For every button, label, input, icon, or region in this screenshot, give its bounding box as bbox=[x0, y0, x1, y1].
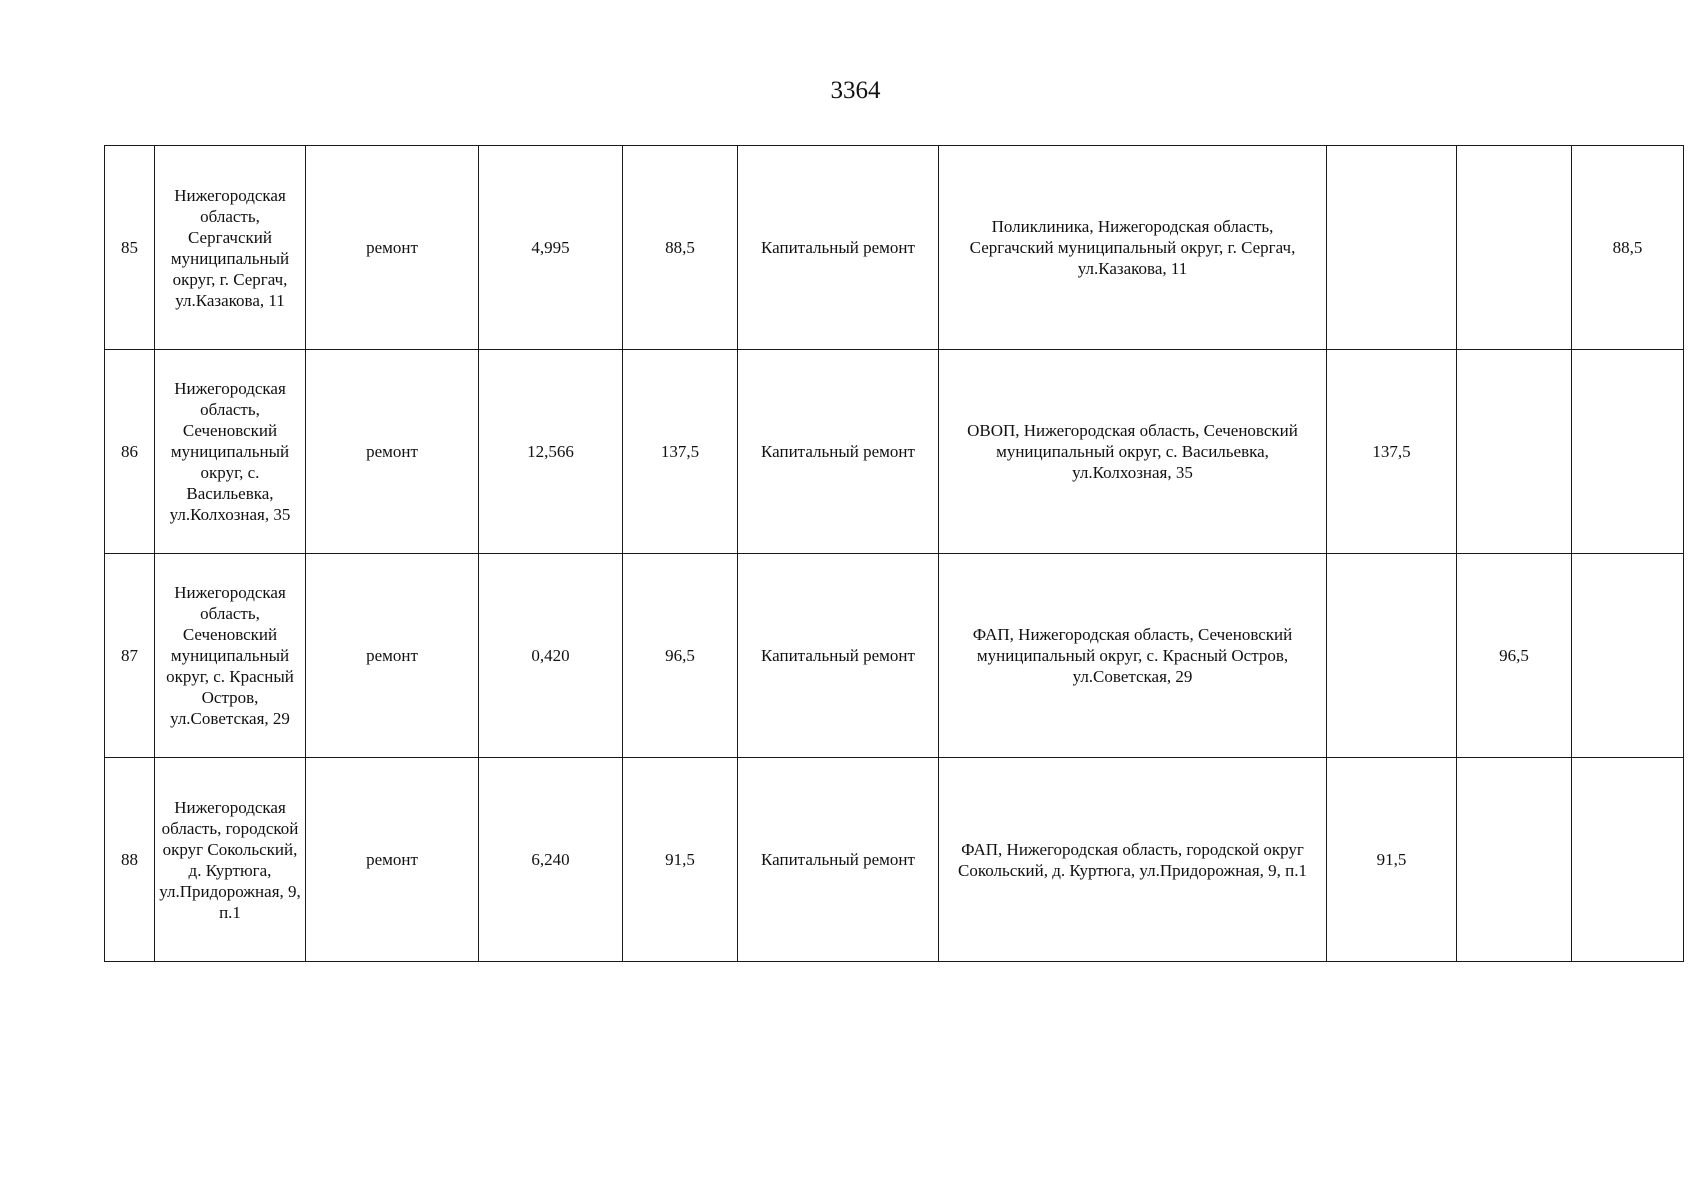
repair-kind-cell: Капитальный ремонт bbox=[738, 350, 939, 554]
address-cell: Нижегородская область, Сергачский муниципальный округ, г. Сергач, ул.Казакова, 11 bbox=[155, 146, 306, 350]
description-cell: ФАП, Нижегородская область, городской округ Сокольский, д. Куртюга, ул.Придорожная, 9, п.1 bbox=[939, 758, 1327, 962]
value-2-cell: 88,5 bbox=[623, 146, 738, 350]
col-9-cell bbox=[1457, 350, 1572, 554]
col-8-cell bbox=[1327, 554, 1457, 758]
col-9-cell bbox=[1457, 758, 1572, 962]
col-10-cell bbox=[1572, 350, 1684, 554]
table-row bbox=[105, 554, 1684, 758]
data-table bbox=[104, 145, 1684, 962]
address-cell: Нижегородская область, Сеченовский муниципальный округ, с. Красный Остров, ул.Советская, 29 bbox=[155, 554, 306, 758]
col-9-cell bbox=[1457, 146, 1572, 350]
description-cell: ФАП, Нижегородская область, Сеченовский муниципальный округ, с. Красный Остров, ул.Советская, 29 bbox=[939, 554, 1327, 758]
col-8-cell: 91,5 bbox=[1327, 758, 1457, 962]
work-type-cell: ремонт bbox=[306, 758, 479, 962]
repair-kind-cell: Капитальный ремонт bbox=[738, 554, 939, 758]
col-8-cell: 137,5 bbox=[1327, 350, 1457, 554]
col-9-cell: 96,5 bbox=[1457, 554, 1572, 758]
col-10-cell bbox=[1572, 758, 1684, 962]
address-cell: Нижегородская область, городской округ Сокольский, д. Куртюга, ул.Придорожная, 9, п.1 bbox=[155, 758, 306, 962]
repair-kind-cell: Капитальный ремонт bbox=[738, 758, 939, 962]
row-number-cell: 85 bbox=[105, 146, 155, 350]
row-number-cell: 88 bbox=[105, 758, 155, 962]
value-1-cell: 6,240 bbox=[479, 758, 623, 962]
value-2-cell: 137,5 bbox=[623, 350, 738, 554]
value-2-cell: 91,5 bbox=[623, 758, 738, 962]
work-type-cell: ремонт bbox=[306, 554, 479, 758]
work-type-cell: ремонт bbox=[306, 146, 479, 350]
row-number-cell: 86 bbox=[105, 350, 155, 554]
work-type-cell: ремонт bbox=[306, 350, 479, 554]
col-10-cell bbox=[1572, 554, 1684, 758]
value-1-cell: 12,566 bbox=[479, 350, 623, 554]
value-2-cell: 96,5 bbox=[623, 554, 738, 758]
description-cell: ОВОП, Нижегородская область, Сеченовский муниципальный округ, с. Васильевка, ул.Колхозная, 35 bbox=[939, 350, 1327, 554]
repair-kind-cell: Капитальный ремонт bbox=[738, 146, 939, 350]
col-10-cell: 88,5 bbox=[1572, 146, 1684, 350]
page-number: 3364 bbox=[830, 77, 881, 104]
address-cell: Нижегородская область, Сеченовский муниципальный округ, с. Васильевка, ул.Колхозная, 35 bbox=[155, 350, 306, 554]
table-row bbox=[105, 146, 1684, 350]
col-8-cell bbox=[1327, 146, 1457, 350]
value-1-cell: 0,420 bbox=[479, 554, 623, 758]
table-row bbox=[105, 350, 1684, 554]
value-1-cell: 4,995 bbox=[479, 146, 623, 350]
table-row bbox=[105, 758, 1684, 962]
row-number-cell: 87 bbox=[105, 554, 155, 758]
description-cell: Поликлиника, Нижегородская область, Сергачский муниципальный округ, г. Сергач, ул.Казакова, 11 bbox=[939, 146, 1327, 350]
